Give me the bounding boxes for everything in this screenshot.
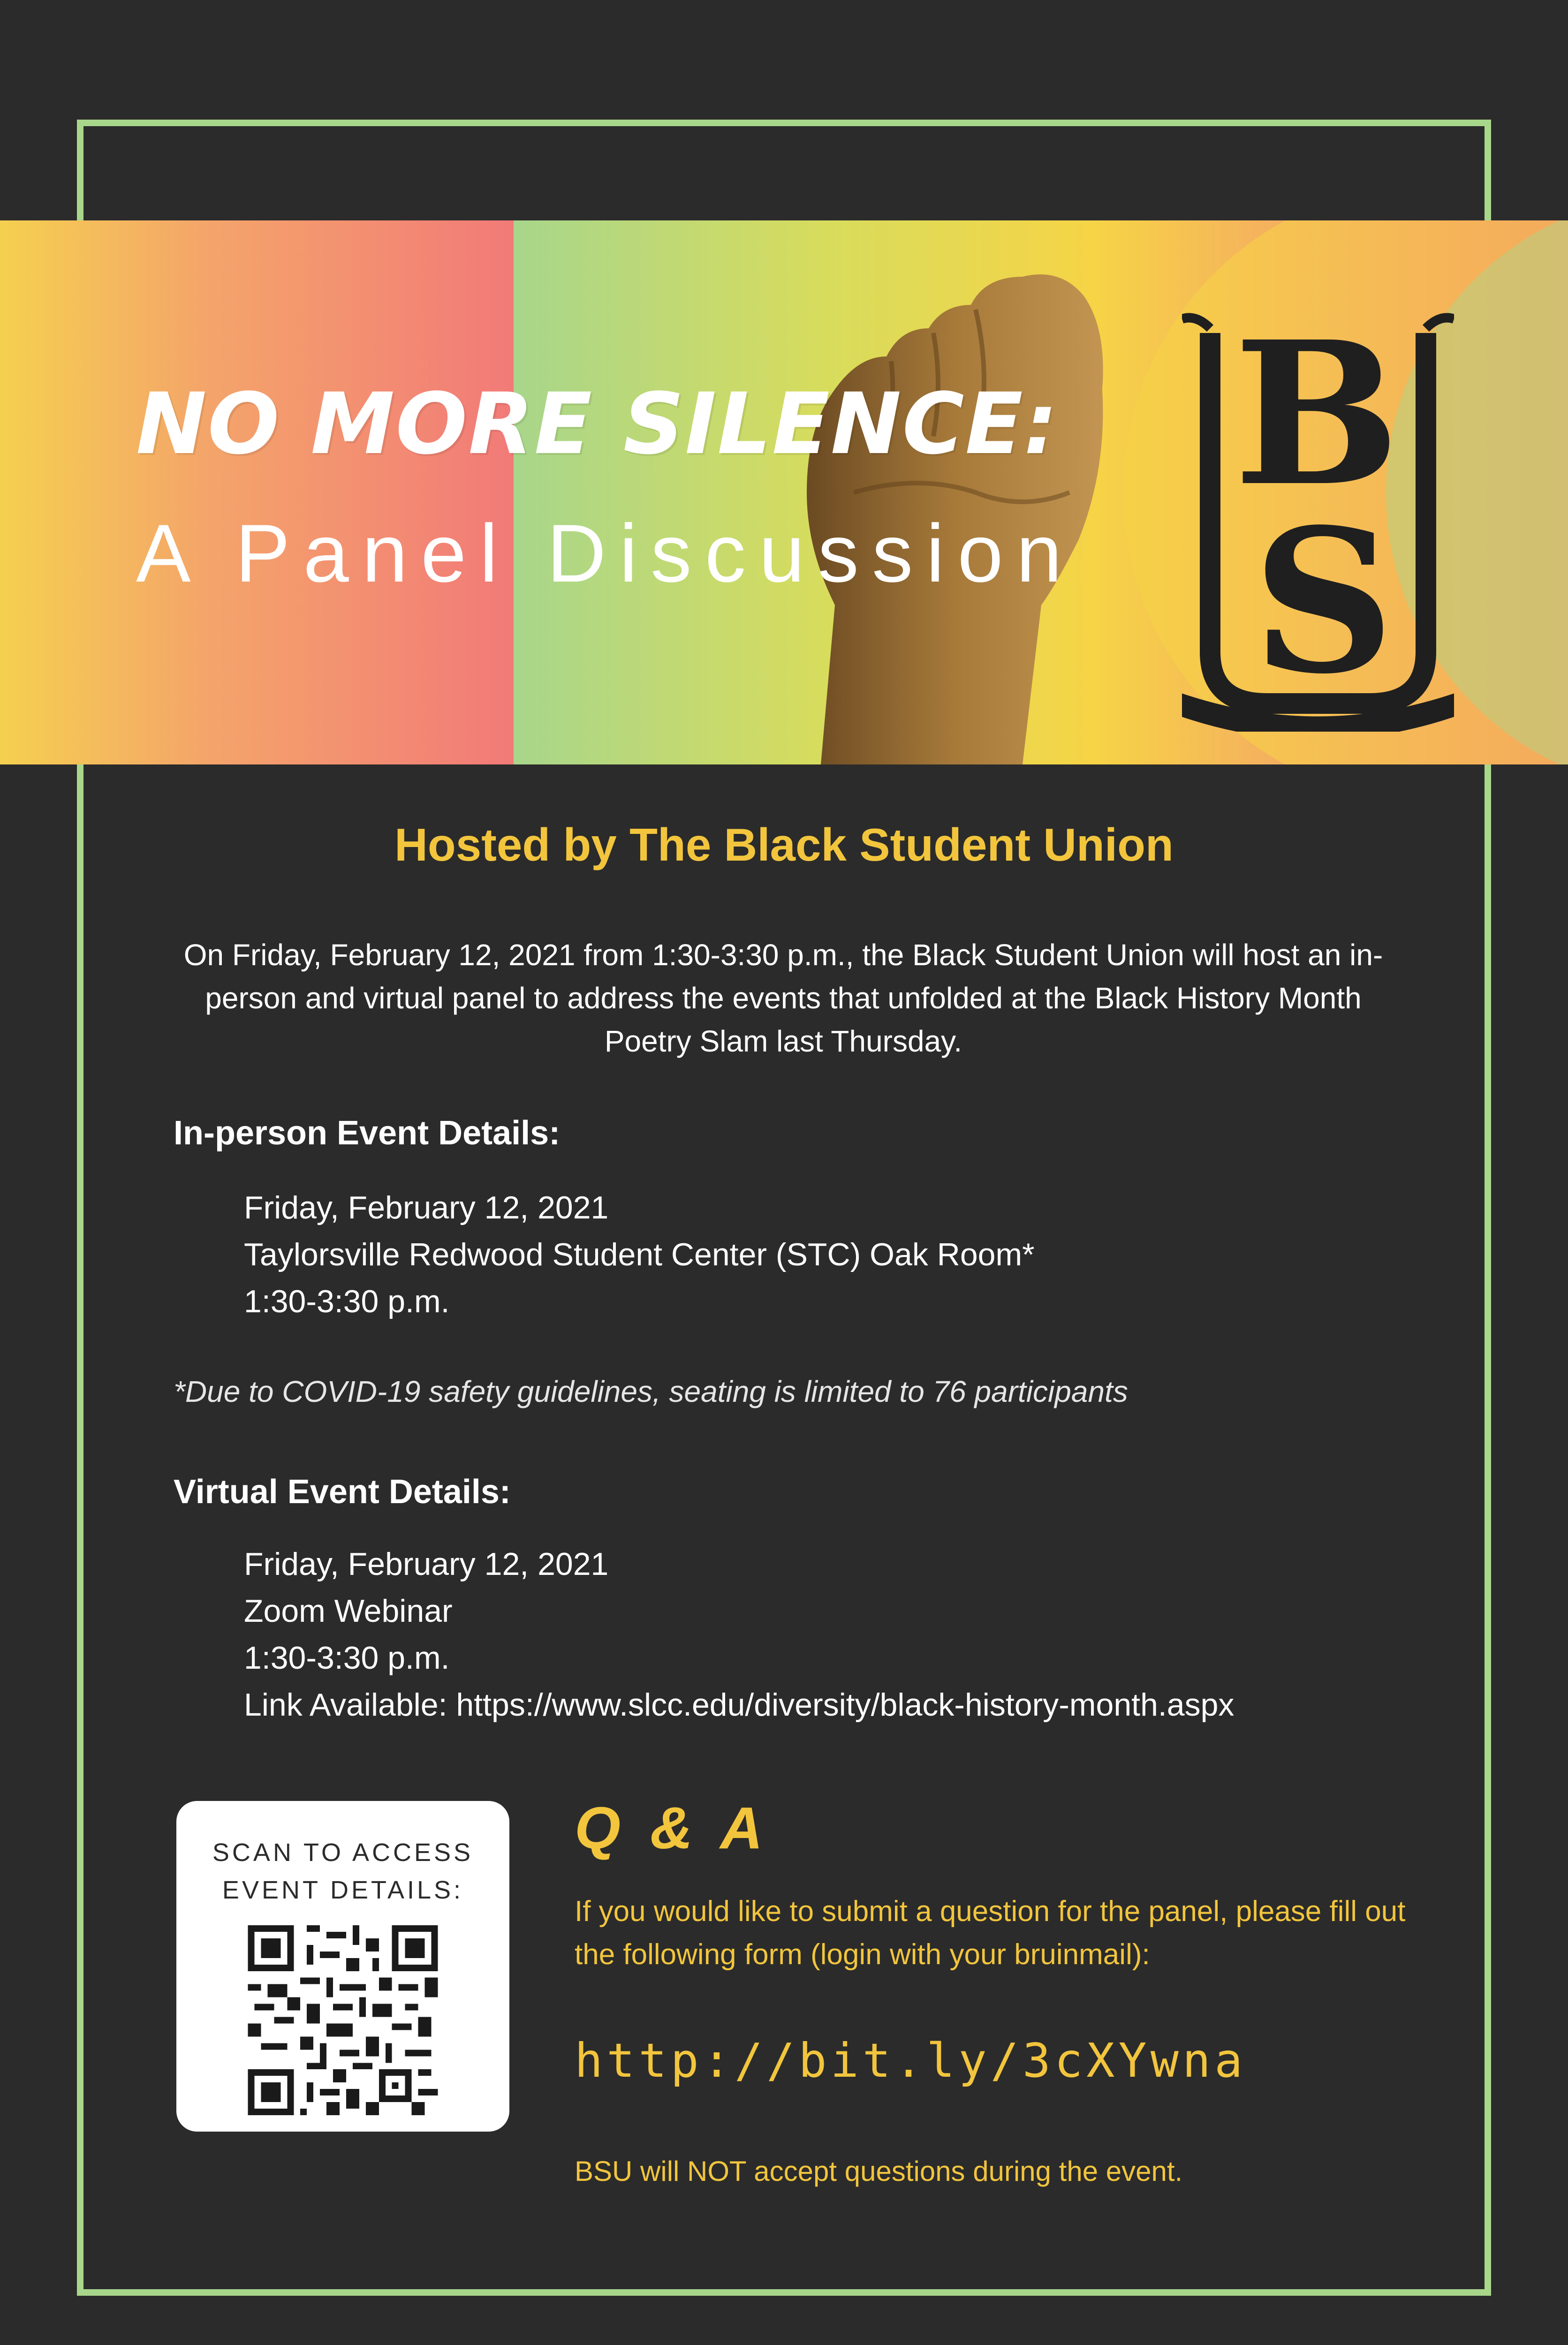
virtual-platform: Zoom Webinar [244, 1593, 453, 1629]
in-person-location: Taylorsville Redwood Student Center (STC) Oak Room* [244, 1237, 1035, 1272]
host-heading: Hosted by The Black Student Union [394, 819, 1174, 870]
intro-paragraph: On Friday, February 12, 2021 from 1:30-3:30 p.m., the Black Student Union will host an in-person and virtual panel to address the events that unfolded at the Black History Month Poetry Slam last Thursday. [183, 938, 1383, 1058]
in-person-heading: In-person Event Details: [174, 1114, 561, 1152]
qr-caption-line-1: SCAN TO ACCESS [212, 1838, 474, 1867]
virtual-date: Friday, February 12, 2021 [244, 1546, 609, 1582]
qr-card [176, 1801, 509, 2132]
in-person-time: 1:30-3:30 p.m. [244, 1284, 450, 1319]
poster-title: NO MORE SILENCE: [136, 375, 1059, 473]
qa-title: Q & A [575, 1795, 770, 1861]
qr-caption-line-2: EVENT DETAILS: [222, 1876, 464, 1904]
poster-subtitle: A Panel Discussion [136, 508, 1076, 599]
virtual-details [244, 1541, 1234, 1728]
virtual-heading: Virtual Event Details: [174, 1473, 511, 1511]
covid-note: *Due to COVID-19 safety guidelines, seating is limited to 76 participants [174, 1375, 1128, 1408]
svg-text:B: B [1234, 299, 1400, 530]
qa-form-link[interactable]: http://bit.ly/3cXYwna [575, 2033, 1247, 2088]
header-banner [0, 220, 1568, 764]
svg-text:S: S [1252, 486, 1395, 718]
qa-instructions: If you would like to submit a question for the panel, please fill out the following form (login with your bruinmail): [575, 1895, 1406, 1971]
bsu-monogram-icon [1182, 267, 1454, 732]
qr-code-icon[interactable] [221, 1925, 465, 2115]
banner-left-panel [0, 220, 514, 764]
virtual-time: 1:30-3:30 p.m. [244, 1640, 450, 1676]
in-person-date: Friday, February 12, 2021 [244, 1190, 609, 1225]
qa-note: BSU will NOT accept questions during the event. [575, 2156, 1183, 2187]
virtual-link[interactable]: Link Available: https://www.slcc.edu/diversity/black-history-month.aspx [244, 1687, 1235, 1723]
qr-caption [176, 1834, 509, 1909]
in-person-details [244, 1184, 1035, 1325]
